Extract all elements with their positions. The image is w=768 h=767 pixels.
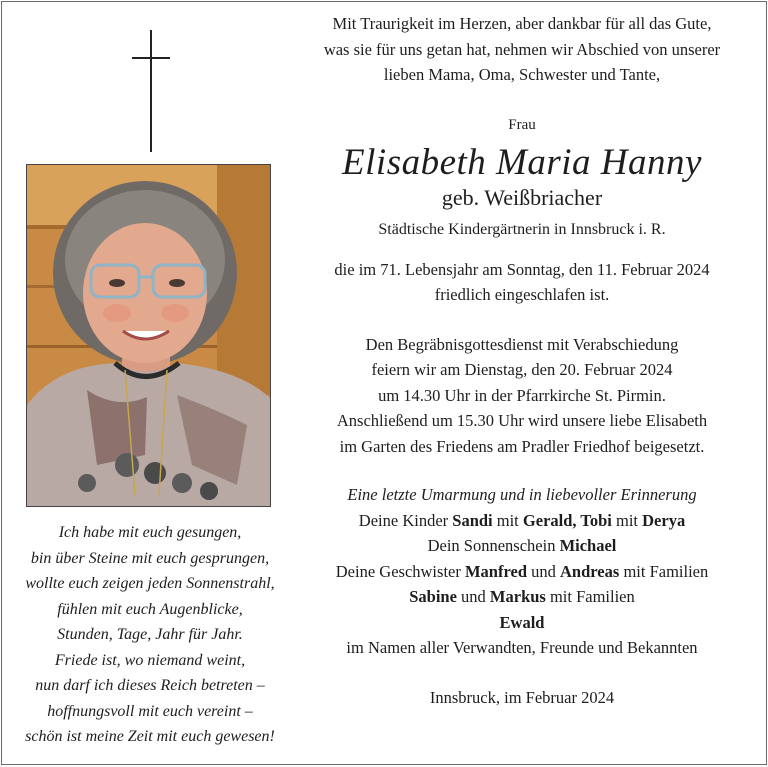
poem-line: schön ist meine Zeit mit euch gewesen! (25, 728, 275, 745)
cross-icon (132, 30, 170, 152)
mourners-relatives: im Namen aller Verwandten, Freunde und Bekannten (346, 638, 698, 657)
birth-name: geb. Weißbriacher (441, 185, 603, 210)
salutation: Frau (508, 116, 536, 133)
place-date: Innsbruck, im Februar 2024 (429, 687, 615, 707)
poem-line: bin über Steine mit euch gesprungen, (30, 549, 270, 567)
mourners-grandchild: Dein Sonnenschein Michael (427, 536, 617, 555)
occupation: Städtische Kindergärtnerin in Innsbruck i. R. (378, 221, 666, 238)
mourners-siblings-2: Sabine und Markus mit Familien (409, 587, 635, 606)
poem-line: nun darf ich dieses Reich betreten – (35, 677, 265, 694)
memorial-tagline: Eine letzte Umarmung und in liebevoller Erinnerung (347, 485, 697, 504)
funeral-line: um 14.30 Uhr in der Pfarrkirche St. Pirmin. (378, 385, 666, 405)
death-notice-line: friedlich eingeschlafen ist. (434, 285, 610, 304)
mourners-ewald: Ewald (499, 612, 545, 632)
intro-line: Mit Traurigkeit im Herzen, aber dankbar für all das Gute, (332, 14, 712, 33)
poem-line: fühlen mit euch Augenblicke, (57, 600, 243, 618)
funeral-line: Den Begräbnisgottesdienst mit Verabschiedung (365, 334, 679, 354)
poem-line: Friede ist, wo niemand weint, (54, 651, 246, 669)
poem-line: wollte euch zeigen jeden Sonnenstrahl, (25, 575, 275, 592)
poem (12, 520, 288, 750)
funeral-line: feiern wir am Dienstag, den 20. Februar 2024 (371, 360, 673, 379)
obituary-card (1, 1, 767, 765)
funeral-line: im Garten des Friedens am Pradler Friedhof beigesetzt. (339, 436, 705, 456)
poem-line: Stunden, Tage, Jahr für Jahr. (57, 626, 243, 643)
intro-line: lieben Mama, Oma, Schwester und Tante, (383, 65, 661, 84)
intro-line: was sie für uns getan hat, nehmen wir Abschied von unserer (323, 39, 721, 59)
poem-line: Ich habe mit euch gesungen, (58, 524, 242, 541)
mourners-children: Deine Kinder Sandi mit Gerald, Tobi mit Derya (358, 510, 686, 530)
funeral-line: Anschließend um 15.30 Uhr wird unsere liebe Elisabeth (336, 411, 708, 430)
portrait-photo (26, 164, 271, 507)
deceased-name: Elisabeth Maria Hanny (342, 142, 702, 183)
obituary-text (292, 11, 752, 710)
death-notice-line: die im 71. Lebensjahr am Sonntag, den 11. Februar 2024 (334, 259, 710, 279)
poem-line: hoffnungsvoll mit euch vereint – (47, 702, 253, 720)
mourners-siblings: Deine Geschwister Manfred und Andreas mit Familien (335, 561, 709, 581)
